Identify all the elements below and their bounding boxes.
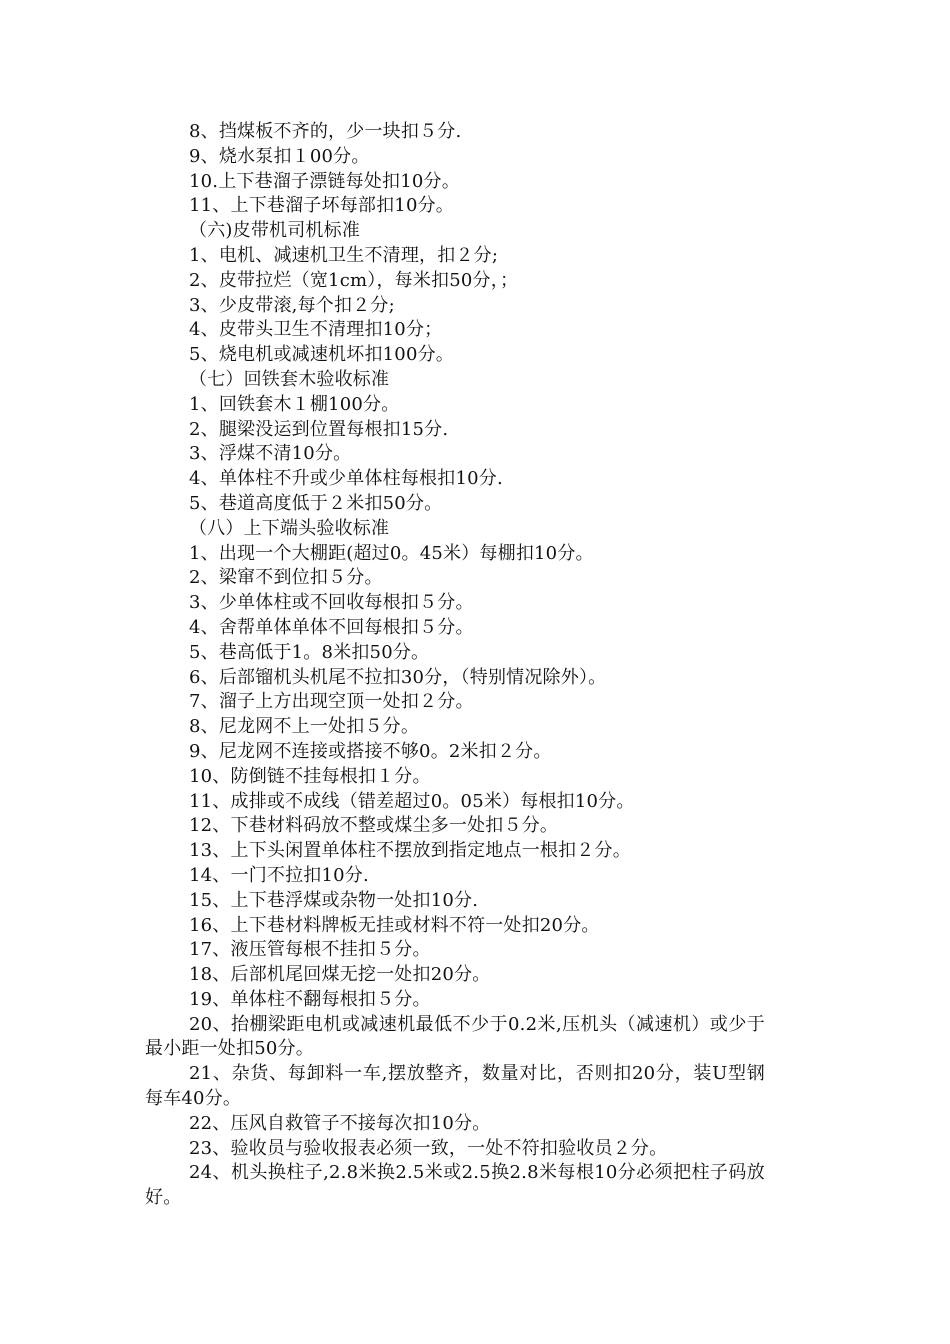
text-line: 3、浮煤不清10分。	[189, 443, 352, 465]
text-line: 4、皮带头卫生不清理扣10分；	[189, 319, 443, 341]
standards-paragraphs	[145, 1013, 765, 1211]
text-line: 1、电机、减速机卫生不清理，扣２分;	[189, 244, 499, 266]
text-line: （七）回铁套木验收标准	[189, 368, 390, 390]
text-line: 16、上下巷材料牌板无挂或材料不符一处扣20分。	[189, 914, 600, 936]
text-line: 12、下巷材料码放不整或煤尘多一处扣５分。	[189, 815, 559, 837]
text-line: 3、少单体柱或不回收每根扣５分。	[189, 592, 474, 614]
text-line: 18、后部机尾回煤无挖一处扣20分。	[189, 964, 491, 986]
text-line: 6、后部镏机头机尾不拉扣30分，（特别情况除外）。	[189, 666, 607, 688]
text-line: 11、上下巷溜子坏每部扣10分。	[189, 195, 455, 217]
text-line: 8、挡煤板不齐的，少一块扣５分.	[189, 121, 462, 142]
text-line: 8、尼龙网不上一处扣５分。	[189, 716, 420, 738]
text-line: 13、上下头闲置单体柱不摆放到指定地点一根扣２分。	[189, 840, 631, 862]
text-line: （六)皮带机司机标准	[189, 220, 361, 242]
text-paragraph: 21、杂货、每卸料一车,摆放整齐，数量对比，否则扣20分，装U型钢每车40分。	[145, 1063, 765, 1110]
text-line: 9、烧水泵扣１00分。	[189, 145, 370, 167]
text-line: 10、防倒链不挂每根扣１分。	[189, 765, 431, 787]
standards-list	[145, 120, 765, 1013]
text-line: （八）上下端头验收标准	[189, 517, 390, 539]
text-line: 1、回铁套木１棚100分。	[189, 393, 400, 415]
text-paragraph: 20、抬棚梁距电机或减速机最低不少于0.2米,压机头（减速机）或少于最小距一处扣50分。	[145, 1013, 765, 1060]
text-paragraph: 24、机头换柱子,2.8米换2.5米或2.5换2.8米每根10分必须把柱子码放好。	[145, 1162, 765, 1209]
text-line: 2、皮带拉烂（宽1cm），每米扣50分，；	[189, 269, 519, 291]
text-line: 5、巷高低于1。8米扣50分。	[189, 641, 430, 663]
text-line: 9、尼龙网不连接或搭接不够0。2米扣２分。	[189, 740, 552, 762]
text-line: 2、腿梁没运到位置每根扣15分.	[189, 418, 449, 440]
text-line: 11、成排或不成线（错差超过0。05米）每根扣10分。	[189, 790, 635, 812]
text-line: 5、巷道高度低于２米扣50分。	[189, 492, 443, 514]
text-paragraph: 22、压风自救管子不接每次扣10分。	[189, 1112, 491, 1134]
text-line: 10.上下巷溜子漂链每处扣10分。	[189, 170, 460, 192]
text-line: 1、出现一个大棚距(超过0。45米）每棚扣10分。	[189, 542, 594, 564]
text-line: 7、溜子上方出现空顶一处扣２分。	[189, 691, 474, 713]
text-paragraph: 23、验收员与验收报表必须一致，一处不符扣验收员２分。	[189, 1137, 668, 1159]
text-line: 5、烧电机或减速机坏扣100分。	[189, 344, 455, 366]
text-line: 15、上下巷浮煤或杂物一处扣10分.	[189, 889, 479, 911]
text-line: 3、少皮带滚,每个扣２分;	[189, 294, 395, 316]
text-line: 17、液压管每根不挂扣５分。	[189, 939, 431, 961]
document-page	[145, 120, 765, 1211]
text-line: 4、单体柱不升或少单体柱每根扣10分.	[189, 468, 503, 490]
text-line: 14、一门不拉扣10分.	[189, 864, 369, 886]
text-line: 2、梁窜不到位扣５分。	[189, 567, 383, 589]
text-line: 4、舍帮单体单体不回每根扣５分。	[189, 616, 474, 638]
text-line: 19、单体柱不翻每根扣５分。	[189, 988, 431, 1010]
